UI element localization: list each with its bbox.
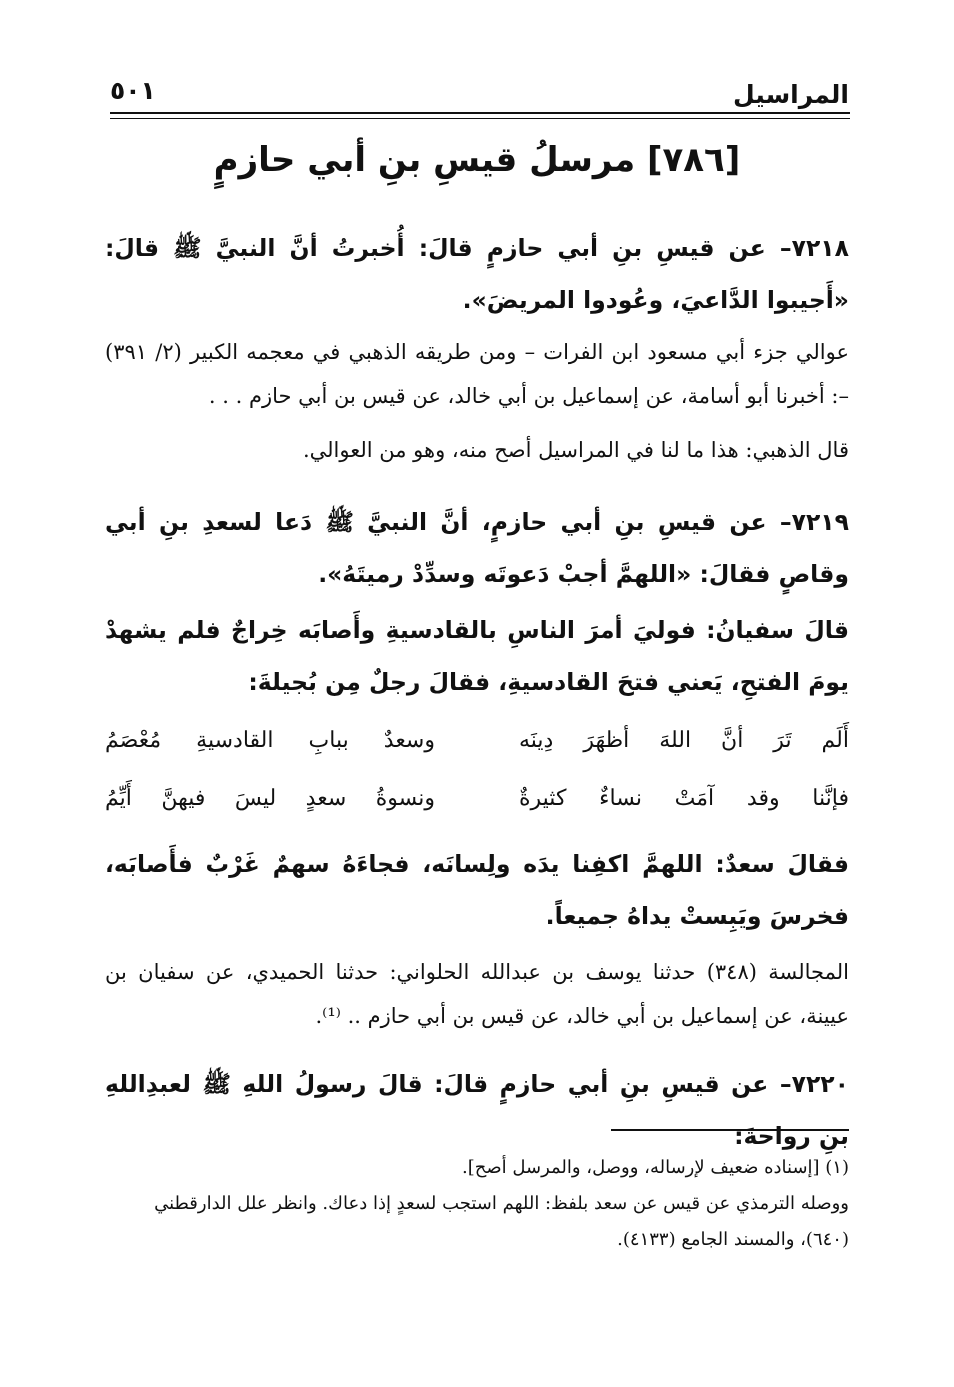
hadith-7219-source: المجالسة (٣٤٨) حدثنا يوسف بن عبدالله الحلواني: حدثنا الحميدي، عن سفيان بن عيينة، عن إسماعيل بن أبي خالد، عن قيس بن أبي حازم .. ⁽¹⁾. — [105, 960, 849, 1028]
hadith-7218-source: عوالي جزء أبي مسعود ابن الفرات – ومن طريقه الذهبي في معجمه الكبير (٢/ ٣٩١) –: أخبرنا أبو أسامة، عن إسماعيل بن أبي خالد، عن قيس بن أبي حازم . . . — [105, 340, 849, 408]
hadith-7219-narration: قالَ سفيانُ: فوليَ أمرَ الناسِ بالقادسيةِ وأَصابَه خِراجٌ فلم يشهدْ يومَ الفتحِ، يَعني فتحَ القادسيةِ، فقالَ رجلٌ مِن بُجيلةَ: — [105, 616, 849, 696]
footnote-1-continued: ووصله الترمذي عن قيس عن سعد بلفظ: اللهم استجب لسعدٍ إذا دعاك. وانظر علل الدارقطني (٦٤٠)، والمسند الجامع (٤١٣٣). — [154, 1193, 849, 1250]
hadith-7218: ٧٢١٨– عن قيسِ بنِ أبي حازمٍ قالَ: أُخبرتُ أنَّ النبيَّ ﷺ قالَ: «أَجيبوا الدَّاعيَ، وعُودوا المريضَ». — [105, 234, 849, 314]
poem-verse-first-half: فإنَّنا وقد آمَتْ نساءٌ كثيرةٌ — [519, 786, 849, 811]
running-header-title: المراسيل — [733, 80, 849, 109]
hadith-7219-continuation: فقالَ سعدٌ: اللهمَّ اكفِنا يدَه ولِسانَه، فجاءَهُ سهمٌ غَرْبٌ فأَصابَه، فخرسَ ويَبِستْ يداهُ جميعاً. — [105, 850, 849, 930]
poem-verse — [105, 712, 849, 770]
header-rule — [110, 112, 850, 114]
poem-verse-second-half: وسعدٌ ببابِ القادسيةِ مُعْصَمُ — [105, 728, 435, 753]
poem-verse — [105, 770, 849, 828]
footnote-1: (١) [إسناده ضعيف لإرساله، ووصل، والمرسل أصح]. — [461, 1157, 849, 1178]
page-number: ٥٠١ — [110, 76, 156, 105]
hadith-7220: ٧٢٢٠– عن قيسِ بنِ أبي حازمٍ قالَ: قالَ رسولُ اللهِ ﷺ لعبدِاللهِ بنِ رواحةَ: — [105, 1070, 849, 1150]
header-rule-thin — [110, 118, 850, 119]
hadith-7219: ٧٢١٩– عن قيسِ بنِ أبي حازمٍ، أنَّ النبيَّ ﷺ دَعا لسعدِ بنِ أبي وقاصٍ فقالَ: «اللهمَّ أجبْ دَعوتَه وسدِّدْ رميتَهُ». — [105, 508, 849, 588]
footnotes — [105, 1150, 849, 1258]
poem-verse-first-half: أَلَم تَرَ أنَّ اللهَ أظهَرَ دِينَه — [519, 728, 849, 753]
chapter-title: [٧٨٦] مرسلُ قيسِ بنِ أبي حازمٍ — [213, 140, 741, 180]
poem-verse-second-half: ونسوةُ سعدٍ ليسَ فيهنَّ أَيِّمُ — [105, 786, 435, 811]
hadith-7218-comment: قال الذهبي: هذا ما لنا في المراسيل أصح منه، وهو من العوالي. — [302, 438, 849, 462]
poem — [105, 712, 849, 828]
footnote-separator — [611, 1129, 849, 1131]
